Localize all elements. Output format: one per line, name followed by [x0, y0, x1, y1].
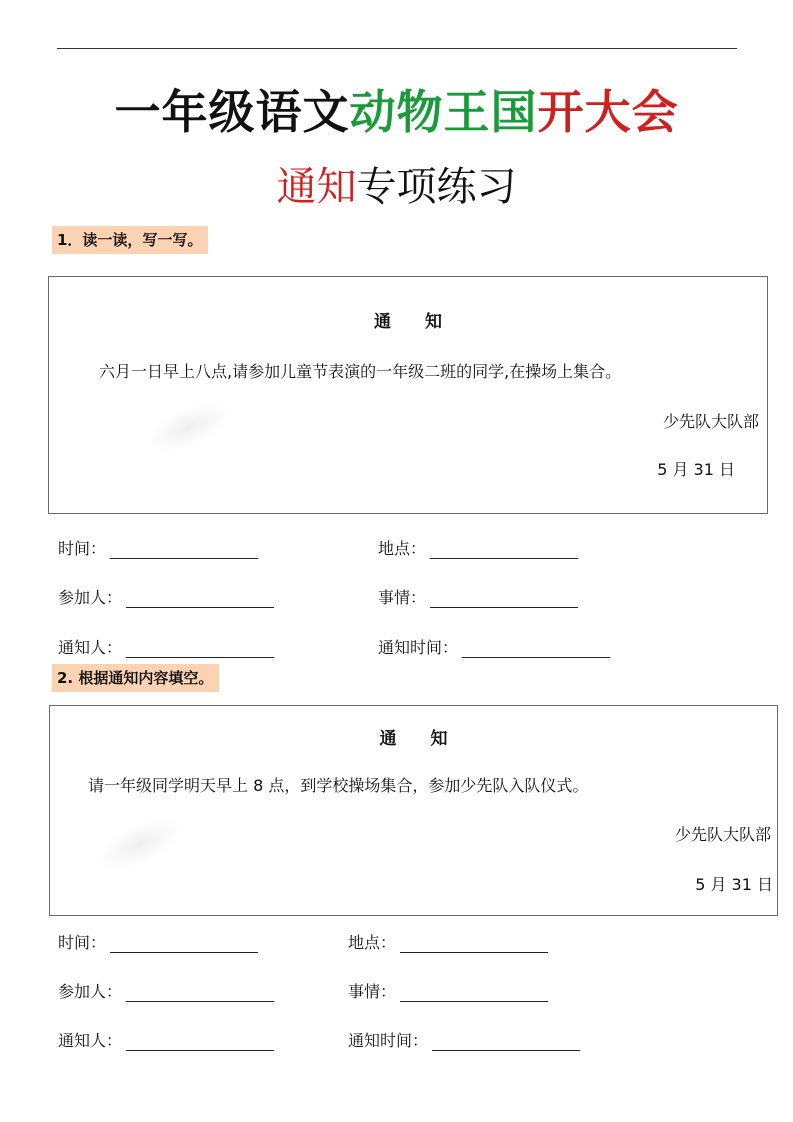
- section1-notifier-blank[interactable]: [126, 639, 274, 658]
- section2-notice-body: 请一年级同学明天早上 8 点，到学校操场集合，参加少先队入队仪式。: [88, 776, 589, 795]
- section1-notice-time-field: [378, 635, 610, 658]
- section1-time-field: [58, 536, 258, 559]
- section1-participants-label: 参加人：: [58, 588, 123, 607]
- section2-time-blank[interactable]: [110, 934, 258, 953]
- section2-notice-title-right: 知: [430, 729, 448, 749]
- section2-scan-glare: [91, 807, 189, 881]
- subtitle-part-2: 专项练习: [356, 164, 517, 210]
- section1-time-blank[interactable]: [110, 540, 258, 559]
- section2-notice-time-blank[interactable]: [432, 1032, 580, 1051]
- section2-notifier-field: [58, 1028, 274, 1051]
- section2-notice-time-field: [348, 1028, 580, 1051]
- section1-notice-signer: 少先队大队部: [662, 412, 759, 431]
- section1-notifier-label: 通知人：: [58, 638, 123, 657]
- section2-place-field: [348, 930, 548, 953]
- section1-notice-time-blank[interactable]: [462, 639, 610, 658]
- page-subtitle: [0, 160, 793, 214]
- section2-matter-blank[interactable]: [400, 983, 548, 1002]
- top-divider: [57, 48, 737, 49]
- section2-heading: 2. 根据通知内容填空。: [52, 664, 219, 692]
- section2-matter-field: [348, 979, 548, 1002]
- section1-notice-title-left: 通: [374, 312, 391, 332]
- section1-place-field: [378, 536, 578, 559]
- section1-matter-blank[interactable]: [430, 589, 578, 608]
- section1-notice-box: [48, 276, 768, 514]
- section2-participants-field: [58, 979, 274, 1002]
- section2-notice-date: 5 月 31 日: [695, 875, 773, 894]
- section2-place-blank[interactable]: [400, 934, 548, 953]
- section2-participants-label: 参加人：: [58, 982, 123, 1001]
- section2-time-label: 时间：: [58, 933, 107, 952]
- section1-participants-blank[interactable]: [126, 589, 274, 608]
- section2-notice-time-label: 通知时间：: [348, 1031, 429, 1050]
- section2-place-label: 地点：: [348, 933, 397, 952]
- page-title: [0, 82, 793, 142]
- section1-notice-time-label: 通知时间：: [378, 638, 459, 657]
- section1-participants-field: [58, 585, 274, 608]
- section2-notice-signer: 少先队大队部: [674, 825, 771, 844]
- section2-notifier-label: 通知人：: [58, 1031, 123, 1050]
- section2-participants-blank[interactable]: [126, 983, 274, 1002]
- section1-place-blank[interactable]: [430, 540, 578, 559]
- section1-matter-field: [378, 585, 578, 608]
- section1-time-label: 时间：: [58, 539, 107, 558]
- section1-matter-label: 事情：: [378, 588, 427, 607]
- section1-scan-glare: [140, 390, 238, 464]
- section2-notice-title: [50, 724, 777, 749]
- section1-notice-body: 六月一日早上八点,请参加儿童节表演的一年级二班的同学,在操场上集合。: [99, 362, 622, 381]
- section1-place-label: 地点：: [378, 539, 427, 558]
- section1-notifier-field: [58, 635, 274, 658]
- section1-notice-date: 5 月 31 日: [657, 460, 735, 479]
- title-part-2: 动物王国: [349, 85, 538, 139]
- section2-notifier-blank[interactable]: [126, 1032, 274, 1051]
- section1-notice-title: [49, 307, 767, 332]
- section1-notice-title-right: 知: [425, 312, 442, 332]
- section2-matter-label: 事情：: [348, 982, 397, 1001]
- section1-heading: 1．读一读，写一写。: [52, 226, 208, 254]
- title-part-3: 开大会: [537, 85, 679, 139]
- title-part-1: 一年级语文: [114, 85, 350, 139]
- subtitle-part-1: 通知: [276, 164, 357, 210]
- section2-notice-title-left: 通: [379, 729, 397, 749]
- section2-time-field: [58, 930, 258, 953]
- section2-notice-box: [49, 705, 778, 916]
